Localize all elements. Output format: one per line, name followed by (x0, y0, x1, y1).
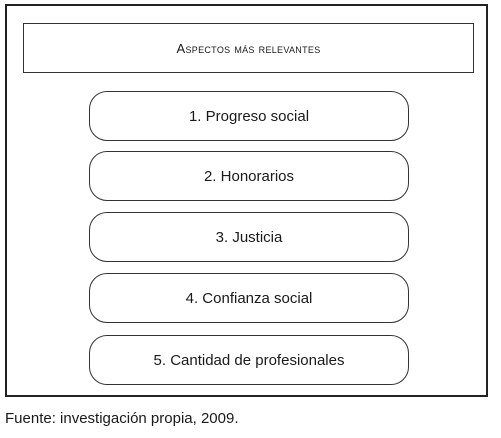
source-caption: Fuente: investigación propia, 2009. (5, 410, 239, 427)
aspect-item-justicia (89, 212, 409, 262)
header-title: Aspectos más relevantes (176, 40, 321, 56)
aspect-item-label: 2. Honorarios (203, 167, 295, 185)
aspect-item-label: 5. Cantidad de profesionales (153, 351, 345, 369)
aspect-item-progreso-social (89, 91, 409, 141)
aspect-item-confianza-social (89, 273, 409, 323)
aspect-item-label: 3. Justicia (215, 228, 283, 246)
header-box (23, 23, 474, 73)
diagram-frame (5, 4, 488, 397)
aspect-item-honorarios (89, 151, 409, 201)
aspect-item-label: 1. Progreso social (188, 107, 310, 125)
aspect-item-cantidad-profesionales (89, 335, 409, 385)
aspect-item-label: 4. Confianza social (185, 289, 313, 307)
